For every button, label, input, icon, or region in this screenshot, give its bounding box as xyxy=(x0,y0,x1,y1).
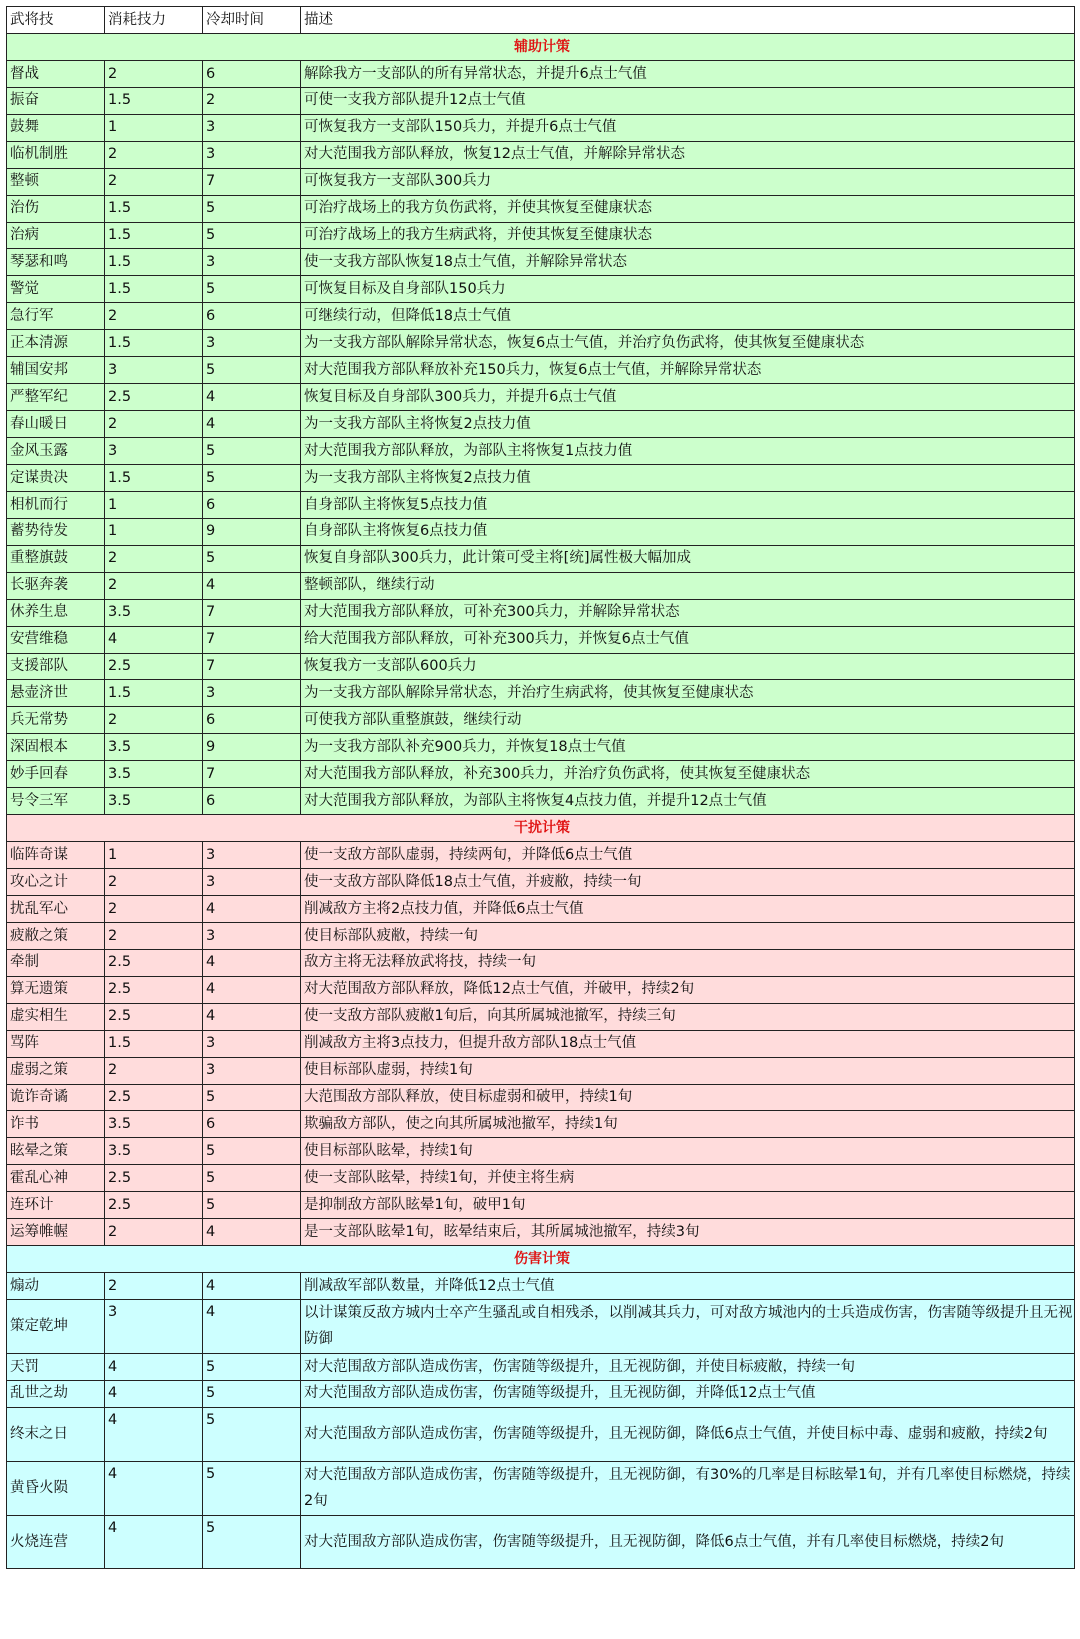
skill-description-cell: 自身部队主将恢复6点技力值 xyxy=(301,518,1075,545)
skill-cost-cell: 2 xyxy=(105,168,203,195)
skill-name-cell: 牵制 xyxy=(7,949,105,976)
skill-description-cell: 对大范围我方部队释放，恢复12点士气值，并解除异常状态 xyxy=(301,141,1075,168)
table-row xyxy=(7,1111,1075,1138)
table-row xyxy=(7,518,1075,545)
skill-description-cell: 使一支部队眩晕，持续1旬，并使主将生病 xyxy=(301,1165,1075,1192)
skill-cooldown-cell: 5 xyxy=(203,276,301,303)
skill-description-cell: 对大范围敌方部队造成伤害，伤害随等级提升，且无视防御，降低6点士气值，并有几率使目标燃烧，持续2旬 xyxy=(301,1515,1075,1569)
skill-cooldown-cell: 4 xyxy=(203,411,301,438)
skill-cooldown-cell: 5 xyxy=(203,1407,301,1461)
skill-cooldown-cell: 5 xyxy=(203,1138,301,1165)
skill-cost-cell: 4 xyxy=(105,1407,203,1461)
skill-description-cell: 使目标部队虚弱，持续1旬 xyxy=(301,1057,1075,1084)
skill-cost-cell: 2 xyxy=(105,545,203,572)
skill-cost-cell: 2 xyxy=(105,707,203,734)
skill-name-cell: 煽动 xyxy=(7,1273,105,1300)
skill-description-cell: 使一支敌方部队虚弱，持续两旬，并降低6点士气值 xyxy=(301,842,1075,869)
skill-cooldown-cell: 4 xyxy=(203,895,301,922)
table-row xyxy=(7,1192,1075,1219)
skill-cooldown-cell: 5 xyxy=(203,1165,301,1192)
skill-cost-cell: 1 xyxy=(105,491,203,518)
skill-cooldown-cell: 3 xyxy=(203,922,301,949)
table-row xyxy=(7,1003,1075,1030)
skill-description-cell: 恢复目标及自身部队300兵力，并提升6点士气值 xyxy=(301,384,1075,411)
table-row xyxy=(7,464,1075,491)
table-row xyxy=(7,1138,1075,1165)
skill-description-cell: 对大范围敌方部队造成伤害，伤害随等级提升，且无视防御，有30%的几率是目标眩晕1旬，并有几率使目标燃烧，持续2旬 xyxy=(301,1461,1075,1515)
skill-cooldown-cell: 2 xyxy=(203,87,301,114)
skill-description-cell: 可使我方部队重整旗鼓，继续行动 xyxy=(301,707,1075,734)
skill-cost-cell: 2 xyxy=(105,411,203,438)
skill-cooldown-cell: 6 xyxy=(203,707,301,734)
table-row xyxy=(7,195,1075,222)
table-row xyxy=(7,222,1075,249)
skill-name-cell: 治伤 xyxy=(7,195,105,222)
skill-cooldown-cell: 5 xyxy=(203,464,301,491)
skill-name-cell: 定谋贵决 xyxy=(7,464,105,491)
skill-cooldown-cell: 4 xyxy=(203,1219,301,1246)
header-cooldown: 冷却时间 xyxy=(203,7,301,34)
section-title: 干扰计策 xyxy=(7,815,1075,842)
table-row xyxy=(7,411,1075,438)
skill-description-cell: 使一支敌方部队疲敝1旬后，向其所属城池撤军，持续三旬 xyxy=(301,1003,1075,1030)
skill-cooldown-cell: 6 xyxy=(203,1111,301,1138)
skill-cooldown-cell: 3 xyxy=(203,114,301,141)
skill-name-cell: 诈书 xyxy=(7,1111,105,1138)
skill-description-cell: 是抑制敌方部队眩晕1旬，破甲1旬 xyxy=(301,1192,1075,1219)
skill-cooldown-cell: 5 xyxy=(203,1192,301,1219)
skill-cost-cell: 1.5 xyxy=(105,680,203,707)
skill-cooldown-cell: 5 xyxy=(203,222,301,249)
skill-cooldown-cell: 3 xyxy=(203,842,301,869)
skill-name-cell: 天罚 xyxy=(7,1353,105,1380)
skill-name-cell: 悬壶济世 xyxy=(7,680,105,707)
skill-cooldown-cell: 3 xyxy=(203,869,301,896)
skill-cooldown-cell: 4 xyxy=(203,1300,301,1354)
skill-description-cell: 为一支我方部队主将恢复2点技力值 xyxy=(301,411,1075,438)
skill-name-cell: 春山暖日 xyxy=(7,411,105,438)
section-header-row xyxy=(7,33,1075,60)
skill-name-cell: 安营维稳 xyxy=(7,626,105,653)
skill-description-cell: 对大范围我方部队释放，为部队主将恢复1点技力值 xyxy=(301,438,1075,465)
table-row xyxy=(7,114,1075,141)
skill-description-cell: 对大范围敌方部队释放，降低12点士气值，并破甲，持续2旬 xyxy=(301,976,1075,1003)
skill-name-cell: 攻心之计 xyxy=(7,869,105,896)
skill-cost-cell: 3.5 xyxy=(105,599,203,626)
skill-cooldown-cell: 7 xyxy=(203,599,301,626)
table-row xyxy=(7,653,1075,680)
skill-description-cell: 整顿部队，继续行动 xyxy=(301,572,1075,599)
table-row xyxy=(7,1407,1075,1461)
skill-cooldown-cell: 5 xyxy=(203,1084,301,1111)
skill-name-cell: 眩晕之策 xyxy=(7,1138,105,1165)
table-row xyxy=(7,680,1075,707)
skill-description-cell: 是一支部队眩晕1旬，眩晕结束后，其所属城池撤军，持续3旬 xyxy=(301,1219,1075,1246)
skill-name-cell: 兵无常势 xyxy=(7,707,105,734)
section-title: 辅助计策 xyxy=(7,33,1075,60)
skill-cost-cell: 1 xyxy=(105,518,203,545)
skill-name-cell: 警觉 xyxy=(7,276,105,303)
skill-description-cell: 对大范围我方部队释放补充150兵力，恢复6点士气值，并解除异常状态 xyxy=(301,357,1075,384)
skill-name-cell: 正本清源 xyxy=(7,330,105,357)
skill-description-cell: 解除我方一支部队的所有异常状态，并提升6点士气值 xyxy=(301,60,1075,87)
skill-cost-cell: 1 xyxy=(105,842,203,869)
skill-description-cell: 对大范围敌方部队造成伤害，伤害随等级提升，且无视防御，降低6点士气值，并使目标中毒、虚弱和疲敝，持续2旬 xyxy=(301,1407,1075,1461)
skill-cost-cell: 2.5 xyxy=(105,384,203,411)
table-row xyxy=(7,1219,1075,1246)
skill-cooldown-cell: 3 xyxy=(203,680,301,707)
skill-cooldown-cell: 5 xyxy=(203,1353,301,1380)
skill-cooldown-cell: 5 xyxy=(203,1461,301,1515)
skill-cooldown-cell: 6 xyxy=(203,60,301,87)
skill-cooldown-cell: 6 xyxy=(203,491,301,518)
header-description: 描述 xyxy=(301,7,1075,34)
skill-cost-cell: 2 xyxy=(105,572,203,599)
skill-name-cell: 霍乱心神 xyxy=(7,1165,105,1192)
skill-cost-cell: 1.5 xyxy=(105,195,203,222)
skill-description-cell: 为一支我方部队主将恢复2点技力值 xyxy=(301,464,1075,491)
skill-cost-cell: 4 xyxy=(105,1515,203,1569)
section-title: 伤害计策 xyxy=(7,1246,1075,1273)
skill-cooldown-cell: 3 xyxy=(203,249,301,276)
skill-cooldown-cell: 6 xyxy=(203,303,301,330)
table-row xyxy=(7,761,1075,788)
skill-name-cell: 临机制胜 xyxy=(7,141,105,168)
skill-description-cell: 为一支我方部队解除异常状态，并治疗生病武将，使其恢复至健康状态 xyxy=(301,680,1075,707)
skill-description-cell: 对大范围我方部队释放，为部队主将恢复4点技力值，并提升12点士气值 xyxy=(301,788,1075,815)
skill-cost-cell: 2 xyxy=(105,895,203,922)
table-row xyxy=(7,1057,1075,1084)
skill-name-cell: 严整军纪 xyxy=(7,384,105,411)
table-row xyxy=(7,330,1075,357)
skill-description-cell: 大范围敌方部队释放，使目标虚弱和破甲，持续1旬 xyxy=(301,1084,1075,1111)
table-row xyxy=(7,949,1075,976)
skill-cost-cell: 1.5 xyxy=(105,276,203,303)
skill-description-cell: 恢复自身部队300兵力，此计策可受主将[统]属性极大幅加成 xyxy=(301,545,1075,572)
skill-cost-cell: 2.5 xyxy=(105,1192,203,1219)
skill-name-cell: 鼓舞 xyxy=(7,114,105,141)
skill-cost-cell: 2 xyxy=(105,303,203,330)
skill-name-cell: 黄昏火陨 xyxy=(7,1461,105,1515)
skill-cost-cell: 2 xyxy=(105,60,203,87)
skill-description-cell: 对大范围敌方部队造成伤害，伤害随等级提升，且无视防御，并降低12点士气值 xyxy=(301,1380,1075,1407)
skill-name-cell: 诡诈奇谲 xyxy=(7,1084,105,1111)
table-row xyxy=(7,1084,1075,1111)
header-skill-name: 武将技 xyxy=(7,7,105,34)
table-row xyxy=(7,922,1075,949)
skill-cost-cell: 4 xyxy=(105,1380,203,1407)
skill-cost-cell: 2.5 xyxy=(105,653,203,680)
table-row xyxy=(7,60,1075,87)
skill-description-cell: 以计谋策反敌方城内士卒产生骚乱或自相残杀，以削减其兵力，可对敌方城池内的士兵造成伤害，伤害随等级提升且无视防御 xyxy=(301,1300,1075,1354)
skill-cooldown-cell: 5 xyxy=(203,1515,301,1569)
skill-description-cell: 使目标部队眩晕，持续1旬 xyxy=(301,1138,1075,1165)
skill-name-cell: 急行军 xyxy=(7,303,105,330)
skill-name-cell: 终末之日 xyxy=(7,1407,105,1461)
table-row xyxy=(7,1461,1075,1515)
skill-cost-cell: 1.5 xyxy=(105,464,203,491)
skill-name-cell: 临阵奇谋 xyxy=(7,842,105,869)
skill-cooldown-cell: 3 xyxy=(203,1057,301,1084)
skill-description-cell: 可恢复我方一支部队150兵力，并提升6点士气值 xyxy=(301,114,1075,141)
table-row xyxy=(7,1515,1075,1569)
skill-cost-cell: 2.5 xyxy=(105,1003,203,1030)
skill-description-cell: 对大范围我方部队释放，可补充300兵力，并解除异常状态 xyxy=(301,599,1075,626)
table-row xyxy=(7,141,1075,168)
table-row xyxy=(7,1165,1075,1192)
skill-description-cell: 使一支我方部队恢复18点士气值，并解除异常状态 xyxy=(301,249,1075,276)
skill-cooldown-cell: 5 xyxy=(203,438,301,465)
skill-cost-cell: 2.5 xyxy=(105,1084,203,1111)
skill-description-cell: 为一支我方部队补充900兵力，并恢复18点士气值 xyxy=(301,734,1075,761)
skill-name-cell: 疲敝之策 xyxy=(7,922,105,949)
skill-description-cell: 可治疗战场上的我方生病武将，并使其恢复至健康状态 xyxy=(301,222,1075,249)
table-row xyxy=(7,1030,1075,1057)
skill-name-cell: 骂阵 xyxy=(7,1030,105,1057)
skill-description-cell: 可继续行动，但降低18点士气值 xyxy=(301,303,1075,330)
table-row xyxy=(7,626,1075,653)
skill-cost-cell: 3.5 xyxy=(105,1138,203,1165)
table-row xyxy=(7,384,1075,411)
skill-cost-cell: 4 xyxy=(105,626,203,653)
skill-cooldown-cell: 7 xyxy=(203,168,301,195)
skill-name-cell: 金风玉露 xyxy=(7,438,105,465)
skill-description-cell: 给大范围我方部队释放，可补充300兵力，并恢复6点士气值 xyxy=(301,626,1075,653)
skill-cooldown-cell: 5 xyxy=(203,545,301,572)
skill-cooldown-cell: 3 xyxy=(203,330,301,357)
skill-name-cell: 虚实相生 xyxy=(7,1003,105,1030)
header-cost: 消耗技力 xyxy=(105,7,203,34)
skill-cost-cell: 3 xyxy=(105,438,203,465)
skill-cost-cell: 4 xyxy=(105,1353,203,1380)
skill-description-cell: 自身部队主将恢复5点技力值 xyxy=(301,491,1075,518)
table-row xyxy=(7,842,1075,869)
skill-name-cell: 连环计 xyxy=(7,1192,105,1219)
skill-description-cell: 可恢复我方一支部队300兵力 xyxy=(301,168,1075,195)
skill-cost-cell: 1.5 xyxy=(105,222,203,249)
skill-description-cell: 使目标部队疲敝，持续一旬 xyxy=(301,922,1075,949)
skill-name-cell: 琴瑟和鸣 xyxy=(7,249,105,276)
skill-cost-cell: 2 xyxy=(105,1219,203,1246)
table-row xyxy=(7,1300,1075,1354)
skill-name-cell: 号令三军 xyxy=(7,788,105,815)
skill-cost-cell: 3 xyxy=(105,357,203,384)
skill-name-cell: 辅国安邦 xyxy=(7,357,105,384)
skill-cooldown-cell: 5 xyxy=(203,1380,301,1407)
table-row xyxy=(7,438,1075,465)
skill-name-cell: 督战 xyxy=(7,60,105,87)
table-row xyxy=(7,707,1075,734)
skill-cost-cell: 2.5 xyxy=(105,949,203,976)
skill-cooldown-cell: 3 xyxy=(203,1030,301,1057)
skill-table-body xyxy=(7,7,1075,1569)
skill-cost-cell: 1.5 xyxy=(105,249,203,276)
skill-name-cell: 整顿 xyxy=(7,168,105,195)
skill-cooldown-cell: 5 xyxy=(203,357,301,384)
skill-cooldown-cell: 9 xyxy=(203,734,301,761)
skill-cooldown-cell: 4 xyxy=(203,384,301,411)
skill-name-cell: 深固根本 xyxy=(7,734,105,761)
skill-name-cell: 算无遗策 xyxy=(7,976,105,1003)
skill-name-cell: 治病 xyxy=(7,222,105,249)
table-row xyxy=(7,599,1075,626)
skill-cost-cell: 2 xyxy=(105,1057,203,1084)
table-row xyxy=(7,249,1075,276)
skill-cost-cell: 1.5 xyxy=(105,87,203,114)
skill-name-cell: 蓄势待发 xyxy=(7,518,105,545)
skill-cooldown-cell: 4 xyxy=(203,976,301,1003)
table-row xyxy=(7,168,1075,195)
skill-name-cell: 虚弱之策 xyxy=(7,1057,105,1084)
skill-description-cell: 恢复我方一支部队600兵力 xyxy=(301,653,1075,680)
table-row xyxy=(7,734,1075,761)
skill-cost-cell: 3.5 xyxy=(105,788,203,815)
skill-cost-cell: 3.5 xyxy=(105,761,203,788)
skill-description-cell: 可恢复目标及自身部队150兵力 xyxy=(301,276,1075,303)
skill-description-cell: 可使一支我方部队提升12点士气值 xyxy=(301,87,1075,114)
table-row xyxy=(7,545,1075,572)
skill-cost-cell: 2 xyxy=(105,141,203,168)
skill-description-cell: 对大范围我方部队释放，补充300兵力，并治疗负伤武将，使其恢复至健康状态 xyxy=(301,761,1075,788)
skill-cooldown-cell: 4 xyxy=(203,572,301,599)
skill-name-cell: 运筹帷幄 xyxy=(7,1219,105,1246)
skill-name-cell: 扰乱军心 xyxy=(7,895,105,922)
skill-description-cell: 敌方主将无法释放武将技，持续一旬 xyxy=(301,949,1075,976)
skill-description-cell: 可治疗战场上的我方负伤武将，并使其恢复至健康状态 xyxy=(301,195,1075,222)
skill-description-cell: 为一支我方部队解除异常状态，恢复6点士气值，并治疗负伤武将，使其恢复至健康状态 xyxy=(301,330,1075,357)
skill-description-cell: 使一支敌方部队降低18点士气值，并疲敝，持续一旬 xyxy=(301,869,1075,896)
table-row xyxy=(7,1353,1075,1380)
skill-cooldown-cell: 4 xyxy=(203,1003,301,1030)
table-row xyxy=(7,895,1075,922)
table-row xyxy=(7,357,1075,384)
skill-cost-cell: 4 xyxy=(105,1461,203,1515)
skill-name-cell: 乱世之劫 xyxy=(7,1380,105,1407)
skill-description-cell: 对大范围敌方部队造成伤害，伤害随等级提升，且无视防御，并使目标疲敝，持续一旬 xyxy=(301,1353,1075,1380)
table-row xyxy=(7,788,1075,815)
header-row xyxy=(7,7,1075,34)
section-header-row xyxy=(7,815,1075,842)
skill-name-cell: 策定乾坤 xyxy=(7,1300,105,1354)
skill-cooldown-cell: 3 xyxy=(203,141,301,168)
section-header-row xyxy=(7,1246,1075,1273)
skill-description-cell: 削减敌方主将3点技力，但提升敌方部队18点士气值 xyxy=(301,1030,1075,1057)
table-row xyxy=(7,276,1075,303)
table-row xyxy=(7,1273,1075,1300)
table-row xyxy=(7,491,1075,518)
skill-cooldown-cell: 6 xyxy=(203,788,301,815)
skill-cooldown-cell: 4 xyxy=(203,1273,301,1300)
table-row xyxy=(7,303,1075,330)
table-row xyxy=(7,1380,1075,1407)
skill-description-cell: 欺骗敌方部队，使之向其所属城池撤军，持续1旬 xyxy=(301,1111,1075,1138)
table-row xyxy=(7,976,1075,1003)
skill-cost-cell: 1 xyxy=(105,114,203,141)
skill-cost-cell: 2.5 xyxy=(105,1165,203,1192)
skill-cooldown-cell: 9 xyxy=(203,518,301,545)
skill-cost-cell: 1.5 xyxy=(105,330,203,357)
skill-cost-cell: 3 xyxy=(105,1300,203,1354)
table-row xyxy=(7,572,1075,599)
skill-cooldown-cell: 7 xyxy=(203,653,301,680)
skill-cost-cell: 2.5 xyxy=(105,976,203,1003)
skill-name-cell: 休养生息 xyxy=(7,599,105,626)
skill-name-cell: 长驱奔袭 xyxy=(7,572,105,599)
skill-cost-cell: 3.5 xyxy=(105,734,203,761)
skill-cost-cell: 3.5 xyxy=(105,1111,203,1138)
skill-cost-cell: 2 xyxy=(105,922,203,949)
skill-table xyxy=(6,6,1075,1569)
skill-description-cell: 削减敌军部队数量，并降低12点士气值 xyxy=(301,1273,1075,1300)
skill-name-cell: 振奋 xyxy=(7,87,105,114)
skill-name-cell: 相机而行 xyxy=(7,491,105,518)
skill-name-cell: 支援部队 xyxy=(7,653,105,680)
table-row xyxy=(7,869,1075,896)
skill-cooldown-cell: 5 xyxy=(203,195,301,222)
skill-name-cell: 妙手回春 xyxy=(7,761,105,788)
skill-cost-cell: 2 xyxy=(105,1273,203,1300)
skill-cooldown-cell: 4 xyxy=(203,949,301,976)
table-row xyxy=(7,87,1075,114)
skill-name-cell: 重整旗鼓 xyxy=(7,545,105,572)
skill-description-cell: 削减敌方主将2点技力值，并降低6点士气值 xyxy=(301,895,1075,922)
skill-cooldown-cell: 7 xyxy=(203,761,301,788)
skill-cost-cell: 1.5 xyxy=(105,1030,203,1057)
skill-cost-cell: 2 xyxy=(105,869,203,896)
skill-name-cell: 火烧连营 xyxy=(7,1515,105,1569)
skill-cooldown-cell: 7 xyxy=(203,626,301,653)
